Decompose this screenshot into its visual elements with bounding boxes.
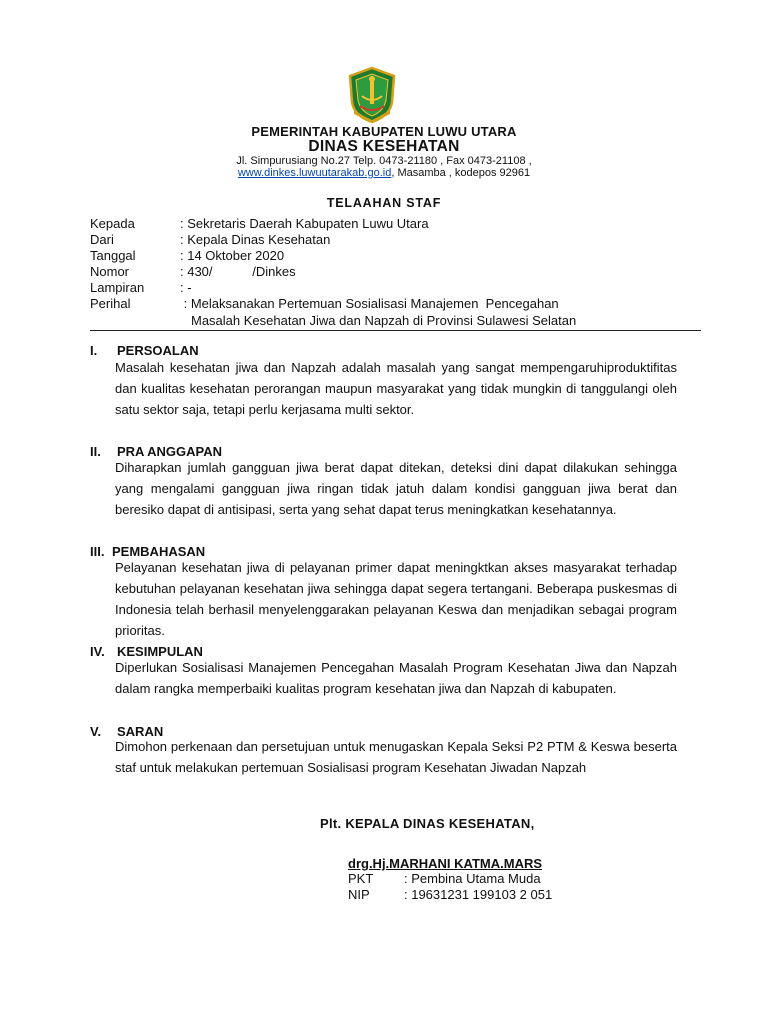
department-name: DINAS KESEHATAN (308, 138, 460, 155)
field-label: Perihal (90, 296, 131, 311)
section-title: KESIMPULAN (117, 644, 203, 659)
section-number: IV. (90, 644, 105, 659)
section-title: PERSOALAN (117, 343, 199, 358)
field-label: Nomor (90, 264, 130, 279)
field-label: Tanggal (90, 248, 136, 263)
field-perihal-continued (191, 313, 576, 329)
field-value: : Sekretaris Daerah Kabupaten Luwu Utara (180, 216, 429, 231)
section-body-kesimpulan: Diperlukan Sosialisasi Manajemen Pencegahan Masalah Program Kesehatan Jiwa dan Napzah dalam rangka memperbaiki kualitas program kesehatan jiwa dan Napzah di kabupaten. (115, 660, 677, 696)
field-label: NIP (348, 887, 370, 902)
address-tail: , Masamba , kodepos 92961 (391, 167, 531, 179)
field-value: : - (180, 280, 192, 295)
header-divider (90, 330, 701, 331)
section-number: I. (90, 343, 98, 358)
field-label: Kepada (90, 216, 135, 231)
signatory-title: Plt. KEPALA DINAS KESEHATAN, (320, 816, 535, 831)
field-value: : Melaksanakan Pertemuan Sosialisasi Manajemen Pencegahan (180, 296, 559, 311)
field-value: : 14 Oktober 2020 (180, 248, 285, 263)
field-value: : 430/ /Dinkes (180, 264, 296, 279)
signatory-name: drg.Hj.MARHANI KATMA.MARS (348, 856, 543, 871)
address-line: Jl. Simpurusiang No.27 Telp. 0473-21180 , Fax 0473-21108 , (236, 155, 532, 167)
document-title: TELAAHAN STAF (326, 196, 442, 210)
section-title: PRA ANGGAPAN (117, 444, 222, 459)
section-number: III. (90, 544, 105, 559)
section-body-pra-anggapan: Diharapkan jumlah gangguan jiwa berat dapat ditekan, deteksi dini dapat dilakukan sehingga yang mengalami gangguan jiwa ringan tidak jatuh dalam kondisi gangguan jiwa berat dan beresiko dapat di antisipasi, serta yang sehat dapat terus meningkatkan kesehatannya. (115, 460, 677, 517)
regency-emblem-logo (346, 66, 398, 124)
government-name: PEMERINTAH KABUPATEN LUWU UTARA (251, 124, 517, 139)
field-label: Lampiran (90, 280, 145, 295)
section-title: PEMBAHASAN (112, 544, 206, 559)
field-value: : 19631231 199103 2 051 (404, 887, 553, 902)
section-number: V. (90, 724, 102, 739)
section-title: SARAN (117, 724, 164, 739)
website-link[interactable]: www.dinkes.luwuutarakab.go.id (237, 167, 392, 179)
field-value: : Pembina Utama Muda (404, 871, 541, 886)
section-body-persoalan: Masalah kesehatan jiwa dan Napzah adalah masalah yang sangat mempengaruhiproduktifitas dan kualitas kesehatan perorangan maupun masyarakat yang tidak mungkin di tanggulangi oleh satu sektor saja, tetapi perlu kerjasama multi sektor. (115, 360, 677, 417)
field-value: : Kepala Dinas Kesehatan (180, 232, 331, 247)
field-label: Dari (90, 232, 114, 247)
address-line-2 (0, 167, 768, 179)
section-body-saran: Dimohon perkenaan dan persetujuan untuk menugaskan Kepala Seksi P2 PTM & Keswa beserta staf untuk melakukan pertemuan Sosialisasi program Kesehatan Jiwadan Napzah (115, 739, 677, 775)
field-value: Masalah Kesehatan Jiwa dan Napzah di Provinsi Sulawesi Selatan (191, 313, 577, 328)
section-body-pembahasan: Pelayanan kesehatan jiwa di pelayanan primer dapat meningktkan akses masyarakat terhadap kebutuhan pelayanan kesehatan jiwa sehingga dapat segera tertangani. Beberapa puskesmas di Indonesia telah berhasil menyelenggarakan pelayanan Keswa dan menjadikan sebagai program prioritas. (115, 560, 677, 638)
field-label: PKT (348, 871, 374, 886)
section-number: II. (90, 444, 101, 459)
